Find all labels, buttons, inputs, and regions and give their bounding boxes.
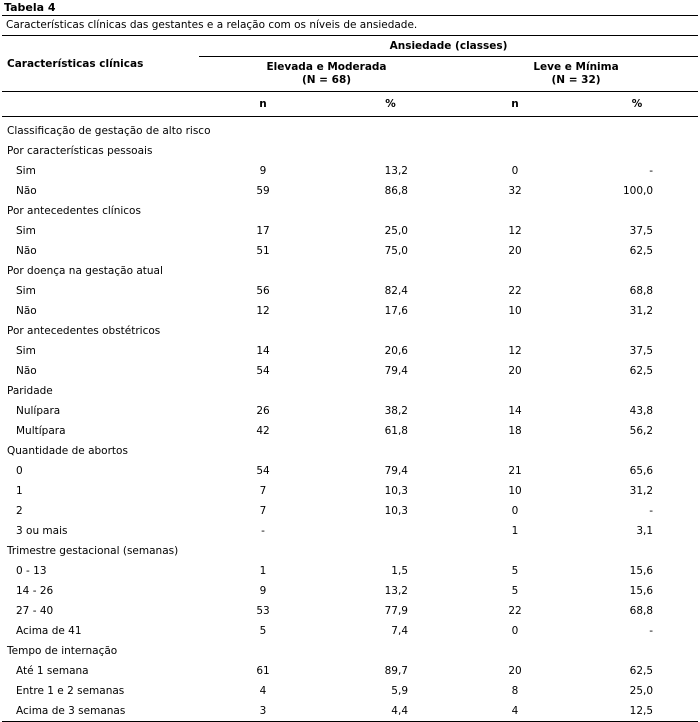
cell-pct-group-1 (327, 521, 454, 541)
cell-pct-group-1: 4,4 (327, 701, 454, 722)
cell-pct-group-2: 31,2 (629, 305, 654, 317)
section-row (2, 321, 698, 341)
cell-pct-group-2: 62,5 (629, 665, 654, 677)
row-label: Não (16, 305, 37, 317)
cell-pct-group-2: 37,5 (629, 345, 654, 357)
cell-n-group-2: 10 (508, 305, 522, 317)
cell-pct-group-1: 82,4 (384, 285, 408, 297)
cell-n-group-1: 7 (259, 485, 267, 497)
cell-n-group-2: 5 (511, 565, 519, 577)
cell-pct-group-2: - (649, 505, 654, 517)
cell-n-group-2: 20 (508, 665, 522, 677)
section-title: Trimestre gestacional (semanas) (7, 545, 179, 557)
table-body (2, 117, 698, 722)
table-row (2, 361, 698, 381)
section-row (2, 381, 698, 401)
cell-pct-group-2: - (649, 165, 654, 177)
table-row (2, 301, 698, 321)
cell-pct-group-1: 77,9 (384, 605, 408, 617)
table-row (2, 241, 698, 261)
cell-n-group-1: - (261, 525, 265, 537)
group-2-header (454, 57, 698, 92)
section-title: Paridade (7, 385, 53, 397)
row-header: Características clínicas (2, 36, 199, 92)
row-label: Acima de 3 semanas (2, 701, 199, 722)
table-label: Tabela 4 (2, 0, 698, 16)
sub-header-n-1: n (199, 92, 327, 117)
cell-pct-group-1: 1,5 (391, 565, 408, 577)
cell-pct-group-1: 89,7 (384, 665, 408, 677)
table-row (2, 701, 698, 722)
row-label: Nulípara (16, 405, 61, 417)
cell-pct-group-1: 10,3 (384, 505, 408, 517)
cell-n-group-2: 21 (508, 465, 522, 477)
cell-n-group-2: 4 (454, 701, 576, 722)
cell-n-group-2: 14 (508, 405, 522, 417)
cell-pct-group-1: 86,8 (384, 185, 408, 197)
cell-n-group-2: 0 (511, 165, 519, 177)
cell-pct-group-2: 56,2 (629, 425, 654, 437)
cell-pct-group-2: 3,1 (636, 525, 654, 537)
row-label: Não (16, 185, 37, 197)
section-title: Classificação de gestação de alto risco (7, 125, 211, 137)
cell-pct-group-2: 100,0 (622, 185, 654, 197)
cell-n-group-2: 12 (508, 225, 522, 237)
cell-n-group-1: 9 (259, 585, 267, 597)
cell-n-group-1: 53 (256, 605, 270, 617)
table-row (2, 481, 698, 501)
cell-n-group-1: 12 (256, 305, 270, 317)
table-row (2, 281, 698, 301)
section-title: Tempo de internação (7, 645, 118, 657)
table-row (2, 501, 698, 521)
section-row (2, 117, 698, 142)
cell-n-group-1: 61 (256, 665, 270, 677)
cell-pct-group-1: 13,2 (384, 165, 408, 177)
cell-n-group-1: 59 (256, 185, 270, 197)
cell-n-group-1: 3 (199, 701, 327, 722)
cell-n-group-2: 20 (508, 245, 522, 257)
row-label: Entre 1 e 2 semanas (16, 685, 125, 697)
cell-pct-group-1: 5,9 (391, 685, 408, 697)
section-row (2, 261, 698, 281)
table-row (2, 161, 698, 181)
row-label: Não (16, 365, 37, 377)
cell-n-group-1: 14 (256, 345, 270, 357)
section-row (2, 441, 698, 461)
row-label: 3 ou mais (16, 525, 68, 537)
cell-pct-group-1: 75,0 (384, 245, 408, 257)
table-row (2, 621, 698, 641)
table-row (2, 341, 698, 361)
cell-n-group-1: 7 (259, 505, 267, 517)
cell-pct-group-2: 62,5 (629, 245, 654, 257)
cell-pct-group-2: 15,6 (629, 565, 654, 577)
cell-n-group-2: 18 (508, 425, 522, 437)
cell-n-group-1: 51 (256, 245, 270, 257)
row-label: Não (16, 245, 37, 257)
row-label: Acima de 41 (16, 625, 82, 637)
table-row (2, 521, 698, 541)
table-row (2, 461, 698, 481)
group-2-name: Leve e Mínima (533, 61, 619, 73)
table-row (2, 421, 698, 441)
sub-header-n-2: n (454, 92, 576, 117)
cell-n-group-2: 8 (511, 685, 519, 697)
table-header (2, 36, 698, 117)
table-row (2, 581, 698, 601)
sub-header-pct-1: % (327, 92, 454, 117)
row-label: 0 (16, 465, 23, 477)
cell-pct-group-1: 38,2 (384, 405, 408, 417)
cell-pct-group-1: 13,2 (384, 585, 408, 597)
group-1-count: (N = 68) (301, 74, 352, 86)
cell-n-group-2: 1 (511, 525, 519, 537)
section-row (2, 541, 698, 561)
table-row (2, 181, 698, 201)
sub-header-pct-2: % (576, 92, 698, 117)
row-label: 27 - 40 (16, 605, 54, 617)
data-table (2, 36, 698, 722)
cell-n-group-1: 17 (256, 225, 270, 237)
cell-n-group-2: 22 (508, 285, 522, 297)
table-row (2, 561, 698, 581)
section-row (2, 641, 698, 661)
cell-pct-group-2: 12,5 (576, 701, 698, 722)
cell-pct-group-1: 10,3 (384, 485, 408, 497)
section-title: Por antecedentes obstétricos (7, 325, 161, 337)
cell-n-group-2: 12 (508, 345, 522, 357)
cell-pct-group-1: 7,4 (391, 625, 408, 637)
table-caption: Características clínicas das gestantes e a relação com os níveis de ansiedade. (2, 16, 698, 36)
section-title: Por doença na gestação atual (7, 265, 163, 277)
cell-pct-group-1: 20,6 (384, 345, 408, 357)
row-label: Até 1 semana (16, 665, 89, 677)
cell-pct-group-1: 61,8 (384, 425, 408, 437)
row-label: 2 (16, 505, 23, 517)
table-container (2, 0, 698, 722)
row-label: Sim (16, 165, 36, 177)
cell-pct-group-1: 79,4 (384, 365, 408, 377)
section-title: Por características pessoais (7, 145, 153, 157)
cell-n-group-2: 10 (508, 485, 522, 497)
cell-pct-group-1: 25,0 (384, 225, 408, 237)
cell-n-group-1: 9 (259, 165, 267, 177)
cell-pct-group-2: 37,5 (629, 225, 654, 237)
cell-n-group-1: 54 (256, 365, 270, 377)
cell-n-group-2: 20 (508, 365, 522, 377)
cell-n-group-1: 54 (256, 465, 270, 477)
group-1-header (199, 57, 454, 92)
cell-n-group-2: 5 (511, 585, 519, 597)
row-label: 14 - 26 (16, 585, 54, 597)
cell-n-group-1: 4 (259, 685, 267, 697)
section-row (2, 141, 698, 161)
section-title: Quantidade de abortos (7, 445, 128, 457)
cell-pct-group-2: 68,8 (629, 605, 654, 617)
cell-n-group-2: 0 (511, 505, 519, 517)
cell-n-group-2: 0 (511, 625, 519, 637)
group-2-count: (N = 32) (551, 74, 601, 86)
cell-n-group-1: 56 (256, 285, 270, 297)
section-row (2, 201, 698, 221)
group-1-name: Elevada e Moderada (266, 61, 387, 73)
row-label: 1 (16, 485, 23, 497)
table-row (2, 401, 698, 421)
row-label: Multípara (16, 425, 66, 437)
section-title: Por antecedentes clínicos (7, 205, 141, 217)
cell-pct-group-2: 43,8 (629, 405, 654, 417)
cell-pct-group-2: 25,0 (629, 685, 654, 697)
table-row (2, 601, 698, 621)
cell-n-group-2: 22 (508, 605, 522, 617)
group-header: Ansiedade (classes) (199, 36, 698, 57)
sub-header-blank (2, 92, 199, 117)
cell-n-group-1: 42 (256, 425, 270, 437)
row-label: Sim (16, 285, 36, 297)
row-label: 0 - 13 (16, 565, 47, 577)
cell-pct-group-2: 62,5 (629, 365, 654, 377)
cell-pct-group-1: 17,6 (384, 305, 408, 317)
row-label: Sim (16, 225, 36, 237)
cell-pct-group-2: 65,6 (629, 465, 654, 477)
cell-pct-group-1: 79,4 (384, 465, 408, 477)
cell-n-group-1: 26 (256, 405, 270, 417)
row-label: Sim (16, 345, 36, 357)
cell-n-group-2: 32 (508, 185, 522, 197)
table-row (2, 681, 698, 701)
cell-pct-group-2: 68,8 (629, 285, 654, 297)
cell-pct-group-2: 15,6 (629, 585, 654, 597)
cell-pct-group-2: - (649, 625, 654, 637)
cell-n-group-1: 5 (259, 625, 267, 637)
table-row (2, 221, 698, 241)
cell-n-group-1: 1 (259, 565, 267, 577)
table-row (2, 661, 698, 681)
cell-pct-group-2: 31,2 (629, 485, 654, 497)
